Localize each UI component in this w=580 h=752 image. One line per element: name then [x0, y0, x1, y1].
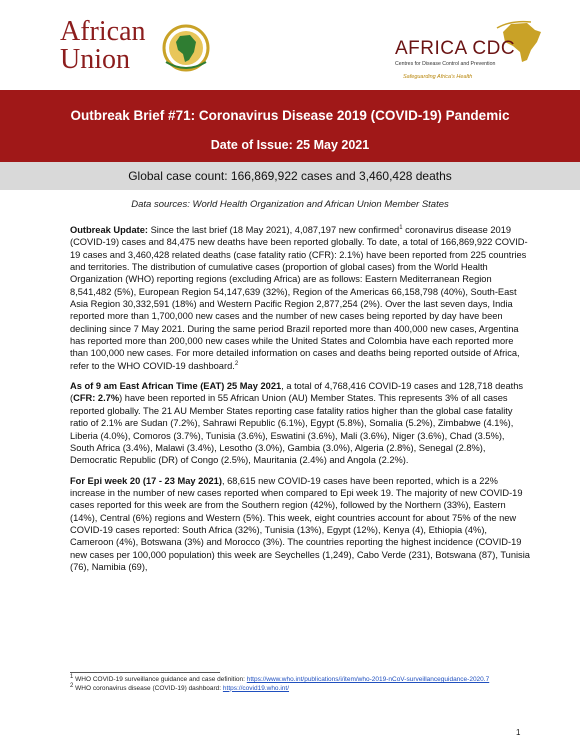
brief-title: Outbreak Brief #71: Coronavirus Disease 2019 (COVID-19) Pandemic: [70, 108, 510, 123]
au-emblem-icon: [156, 22, 216, 74]
paragraph-lead: For Epi week 20 (17 - 23 May 2021): [70, 475, 222, 486]
footnote-ref: 2: [234, 360, 239, 367]
footnote-2: $^2$ WHO coronavirus disease (COVID-19) dashboard: https://covid19.who.int/: [70, 682, 290, 692]
cdc-subtitle: Centres for Disease Control and Prevention: [395, 61, 496, 67]
africa-status-paragraph: As of 9 am East African Time (EAT) 25 May 2021, a total of 4,768,416 COVID-19 cases and 128,718 deaths (CFR: 2.7%) have been reported in 55 African Union (AU) Member States. This represents 3% of all cases reported globally. The 21 AU Member States reporting case fatality ratios higher than the global case fatality ratio of 2.1% are Sudan (7.2%), Sahrawi Republic (6.1%), Egypt (5.8%), Somalia (5.2%), Zimbabwe (4.1%), Liberia (4.0%), Comoros (3.7%), Tunisia (3.6%), Eswatini (3.6%), Mali (3.6%), Niger (3.6%), Chad (3.5%), South Africa (3.4%), Malawi (3.4%), Lesotho (3.0%), Gambia (3.0%), Algeria (2.8%), Senegal (2.8%), Democratic Republic (DR) of Congo (2.5%), Mauritania (2.4%) and Angola (2.2%).: [70, 381, 524, 466]
au-logo-line1: African: [60, 16, 146, 47]
title-banner: [0, 90, 580, 162]
footnote-1-link[interactable]: https://www.who.int/publications/i/item/who-2019-nCoV-surveillanceguidance-2020.7: [246, 676, 490, 683]
cdc-tagline: Safeguarding Africa's Health: [403, 74, 473, 80]
page-number: 1: [516, 728, 521, 737]
footnotes: [70, 673, 530, 693]
cfr-value: CFR: 2.7%: [73, 393, 120, 404]
global-case-count: Global case count: 166,869,922 cases and 3,460,428 deaths: [0, 162, 580, 190]
page-header: [0, 0, 580, 88]
paragraph-lead: Outbreak Update:: [70, 225, 149, 235]
paragraph-lead: As of 9 am East African Time (EAT) 25 May 2021: [70, 381, 282, 392]
epi-week-paragraph: For Epi week 20 (17 - 23 May 2021), 68,615 new COVID-19 cases have been reported, which is a 22% increase in the number of new cases reported when compared to Epi week 19. The majority of new COVID-19 cases reported for this week are from the Southern region (42%), followed by the Northern (33%), Eastern (14%), Central (6%) regions and Western (5%). This week, eight countries account for about 75% of the new COVID-19 cases reported: South Africa (32%), Tunisia (13%), Egypt (12%), Kenya (4), Ethiopia (4%), Cameroon (4%), Botswana (3%) and Morocco (3%). The countries reporting the highest incidence (COVID-19 new cases per 100,000 population) this week are Seychelles (1,249), Cabo Verde (231), Botswana (87), Tunisia (76), Namibia (69),: [70, 475, 530, 572]
brief-body: [70, 224, 530, 581]
africa-cdc-logo: [395, 20, 555, 82]
issue-date: Date of Issue: 25 May 2021: [210, 138, 370, 152]
outbreak-update-paragraph: Outbreak Update: Since the last brief (18 May 2021), 4,087,197 new confirmed$^1$ coronavirus disease 2019 (COVID-19) cases and 84,475 new deaths have been reported globally. To date, a total of 166,869,922 COVID-19 cases and 3,460,428 related deaths (case fatality ratio (CFR): 2.1%) have been reported from 225 countries and territories. The distribution of cumulative cases (proportion of global cases) from the World Health Organization (WHO) reporting regions (excluding Africa) are as follows: Eastern Mediterranean Region 8,541,482 (5%), European Region 54,147,639 (32%), Region of the Americas 66,158,798 (40%), South-East Asia Region 30,332,591 (18%) and Western Pacific Region 2,877,254 (2%). Over the last seven days, India reported more than 1,700,000 new cases and the number of new cases being reported by day have been declining since 7 May 2021. During the same period Brazil reported more than 400,000 new cases, Argentina has reported more than 200,000 new cases while the United States and Colombia have each reported more than 100,000 new cases. For more detailed information on cases and deaths being reported outside of Africa, refer to the WHO COVID-19 dashboard.$^2$: [70, 224, 528, 371]
au-logo-line2: Union: [60, 44, 130, 75]
footnote-divider: [70, 672, 220, 673]
cdc-name: AFRICA CDC: [395, 38, 516, 59]
footnote-ref: 1: [399, 224, 403, 231]
data-sources: Data sources: World Health Organization and African Union Member States: [131, 199, 449, 210]
footnote-2-link[interactable]: https://covid19.who.int/: [222, 684, 290, 692]
footnote-1: $^1$ WHO COVID-19 surveillance guidance and case definition: https://www.who.int/publications/i/item/who-2019-nCoV-surveillanceguidance-2020.7: [70, 673, 490, 683]
african-union-logo: [60, 18, 230, 80]
